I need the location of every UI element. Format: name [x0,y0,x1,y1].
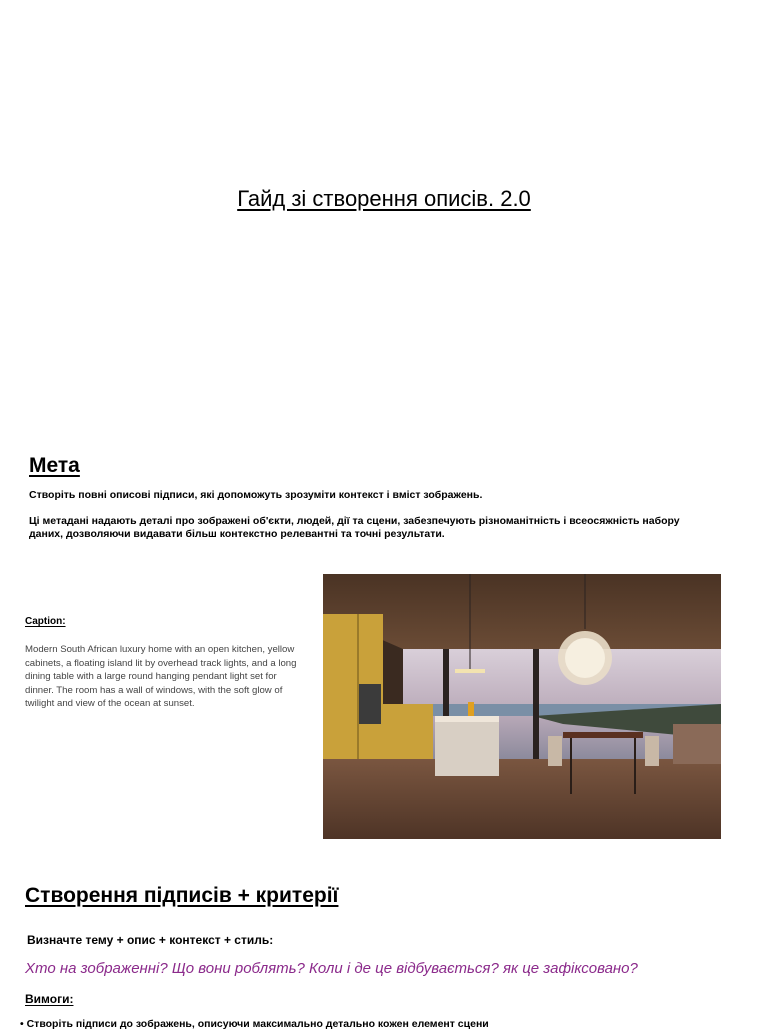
goal-lead-text: Створіть повні описові підписи, які допоможуть зрозуміти контекст і вміст зображень. [29,489,483,501]
define-formula: Визначте тему + опис + контекст + стиль: [27,933,274,947]
caption-text: Modern South African luxury home with an open kitchen, yellow cabinets, a floating island lit by overhead track lights, and a long dining table with a large round hanging pendant light set for dinner. The room has a wall of windows, with the soft glow of twilight and view of the ocean at sunset. [25,644,297,709]
goal-heading: Мета [29,454,80,477]
example-kitchen-photo [323,574,721,839]
goal-paragraph: Ці метадані надають деталі про зображені об'єкти, людей, дії та сцени, забезпечують різноманітність і всеосяжність набору даних, дозволяючи видавати більш контекстно релевантні та точні результати. [29,515,680,540]
requirements-first-item: • Створіть підписи до зображень, описуючи максимально детально кожен елемент сцени [20,1018,489,1030]
criteria-heading: Створення підписів + критерії [25,884,339,907]
requirements-label: Вимоги: [25,992,74,1006]
document-title: Гайд зі створення описів. 2.0 [237,186,531,211]
guiding-questions: Хто на зображенні? Що вони роблять? Коли і де це відбувається? як це зафіксовано? [25,960,638,977]
caption-label: Caption: [25,616,66,627]
